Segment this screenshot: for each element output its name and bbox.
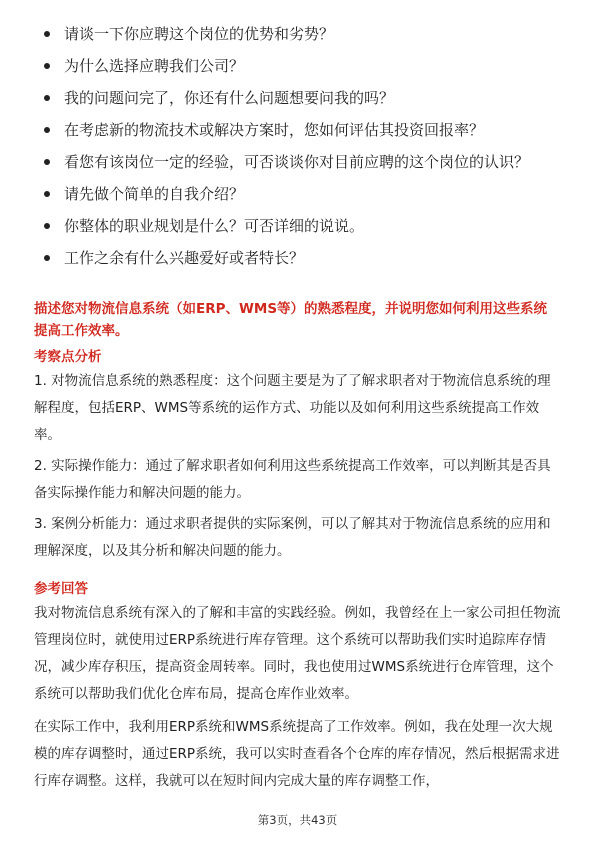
bullet-item: [44, 54, 564, 78]
answer-section-title: 参考回答: [34, 581, 88, 597]
question-bullet-list: [44, 22, 564, 278]
analysis-item: 1. 对物流信息系统的熟悉程度：这个问题主要是为了了解求职者对于物流信息系统的理解程度，包括ERP、WMS等系统的运作方式、功能以及如何利用这些系统提高工作效率。: [34, 373, 551, 443]
bullet-item: [44, 246, 564, 270]
bullet-dot-icon: [44, 95, 50, 101]
analysis-item: 2. 实际操作能力：通过了解求职者如何利用这些系统提高工作效率，可以判断其是否具备实际操作能力和解决问题的能力。: [34, 458, 551, 501]
bullet-text: 请谈一下你应聘这个岗位的优势和劣势？: [64, 25, 335, 43]
analysis-item: 3. 案例分析能力：通过求职者提供的实际案例，可以了解其对于物流信息系统的应用和理解深度，以及其分析和解决问题的能力。: [34, 516, 551, 559]
bullet-dot-icon: [44, 255, 50, 261]
bullet-text: 工作之余有什么兴趣爱好或者特长？: [64, 249, 305, 267]
bullet-text: 你整体的职业规划是什么？可否详细的说说。: [64, 217, 365, 235]
page-number-footer: 第3页，共43页: [257, 813, 338, 827]
bullet-dot-icon: [44, 127, 50, 133]
bullet-item: [44, 150, 564, 174]
bullet-text: 请先做个简单的自我介绍？: [64, 185, 245, 203]
answer-paragraph: 在实际工作中，我利用ERP系统和WMS系统提高了工作效率。例如，我在处理一次大规模的库存调整时，通过ERP系统，我可以实时查看各个仓库的库存情况，然后根据需求进行库存调整。这样，我就可以在短时间内完成大量的库存调整工作，: [34, 719, 560, 789]
bullet-item: [44, 22, 564, 46]
bullet-dot-icon: [44, 31, 50, 37]
bullet-item: [44, 86, 564, 110]
interview-question-heading: 描述您对物流信息系统（如ERP、WMS等）的熟悉程度，并说明您如何利用这些系统提高工作效率。: [34, 301, 548, 339]
bullet-item: [44, 118, 564, 142]
bullet-item: [44, 214, 564, 238]
bullet-text: 看您有该岗位一定的经验，可否谈谈你对目前应聘的这个岗位的认识？: [64, 153, 530, 171]
bullet-dot-icon: [44, 159, 50, 165]
bullet-dot-icon: [44, 223, 50, 229]
bullet-text: 在考虑新的物流技术或解决方案时，您如何评估其投资回报率？: [64, 121, 485, 139]
bullet-text: 为什么选择应聘我们公司？: [64, 57, 245, 75]
answer-paragraph: 我对物流信息系统有深入的了解和丰富的实践经验。例如，我曾经在上一家公司担任物流管理岗位时，就使用过ERP系统进行库存管理。这个系统可以帮助我们实时追踪库存情况，减少库存积压，提高资金周转率。同时，我也使用过WMS系统进行仓库管理，这个系统可以帮助我们优化仓库布局，提高仓库作业效率。: [34, 605, 561, 702]
bullet-dot-icon: [44, 63, 50, 69]
bullet-text: 我的问题问完了，你还有什么问题想要问我的吗？: [64, 89, 395, 107]
bullet-dot-icon: [44, 191, 50, 197]
bullet-item: [44, 182, 564, 206]
analysis-section-title: 考察点分析: [34, 349, 102, 365]
